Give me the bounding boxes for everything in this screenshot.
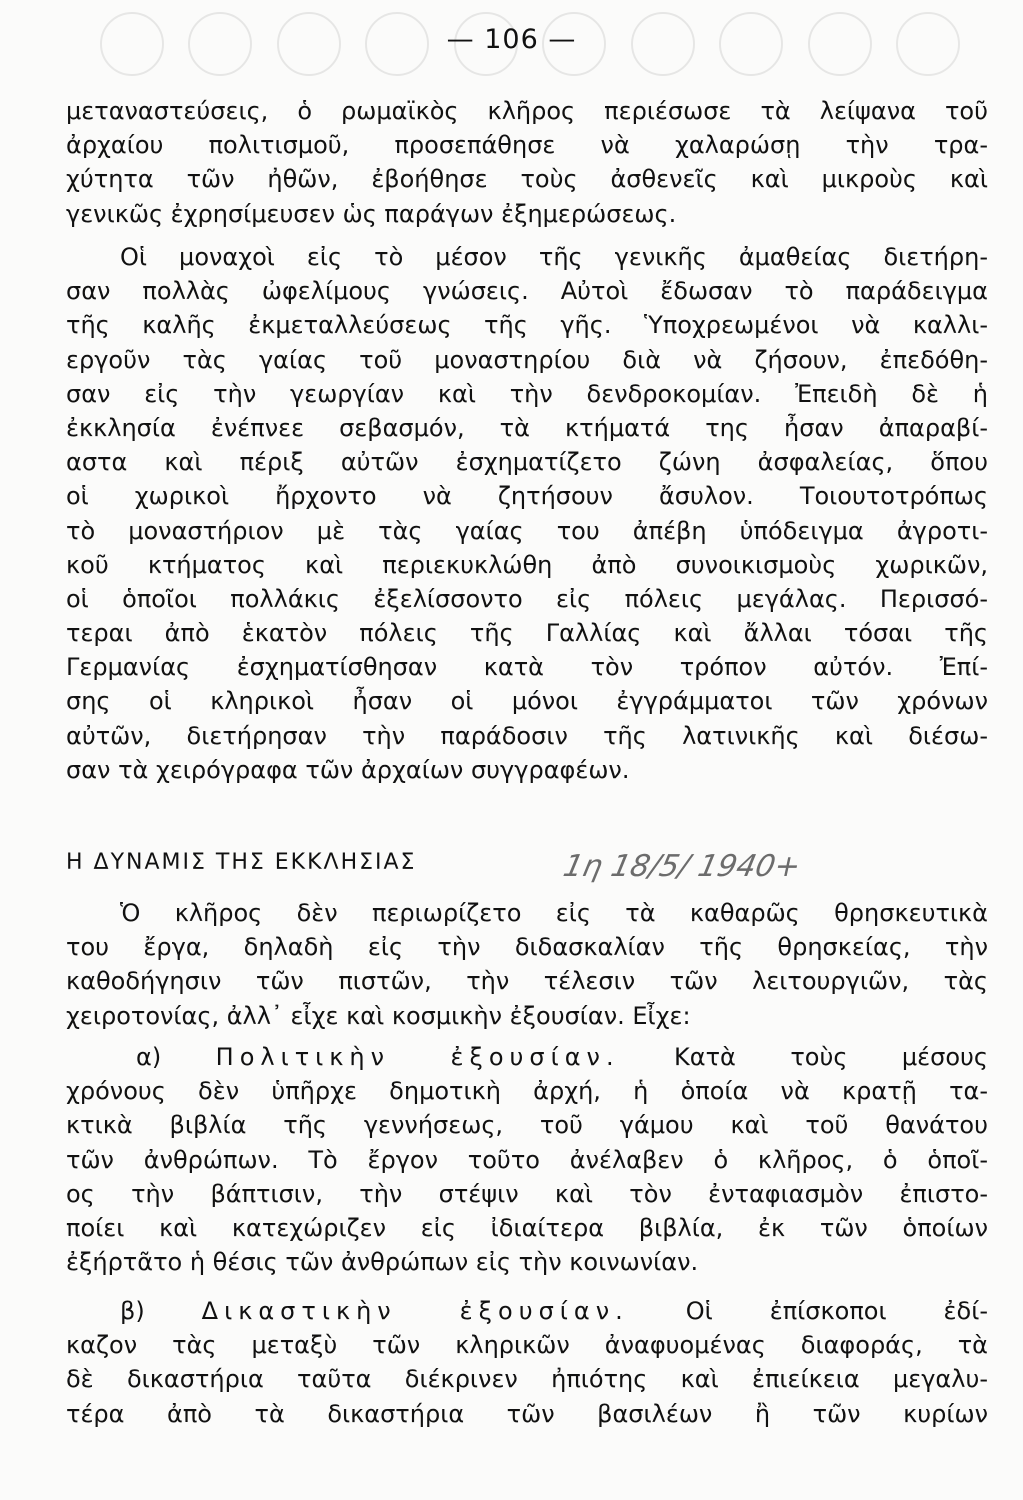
text-line: Οἱ μοναχοὶ εἰς τὸ μέσον τῆς γενικῆς ἀμαθείας διετήρη-: [120, 243, 988, 271]
text-line: καθοδήγησιν τῶν πιστῶν, τὴν τέλεσιν τῶν λειτουργιῶν, τὰς: [66, 967, 988, 996]
text-line: οἱ ὁποῖοι πολλάκις ἐξελίσσοντο εἰς πόλεις μεγάλας. Περισσό-: [66, 584, 988, 613]
text-line: του ἔργα, δηλαδὴ εἰς τὴν διδασκαλίαν τῆς θρησκείας, τὴν: [66, 933, 988, 962]
text-line: σαν εἰς τὴν γεωργίαν καὶ τὴν δενδροκομίαν. Ἐπειδὴ δὲ ἡ: [66, 379, 988, 408]
item-b-first-rest: Οἱ ἐπίσκοποι ἐδί-: [685, 1297, 988, 1325]
text-line: μεταναστεύσεις, ὁ ρωμαϊκὸς κλῆρος περιέσωσε τὰ λείψανα τοῦ: [66, 97, 988, 125]
item-b-first-line: [66, 1294, 988, 1328]
text-line: σαν πολλὰς ὠφελίμους γνώσεις. Αὐτοὶ ἔδωσαν τὸ παράδειγμα: [66, 277, 988, 306]
item-b-label: β): [120, 1297, 145, 1325]
text-line: τέρα ἀπὸ τὰ δικαστήρια τῶν βασιλέων ἢ τῶν κυρίων: [66, 1399, 988, 1428]
text-line: γενικῶς ἐχρησίμευσεν ὡς παράγων ἐξημερώσεως.: [66, 199, 677, 228]
text-line: δὲ δικαστήρια ταῦτα διέκρινεν ἠπιότης καὶ ἐπιείκεια μεγαλυ-: [66, 1365, 988, 1394]
text-line: χειροτονίας, ἀλλ᾿ εἶχε καὶ κοσμικὴν ἐξουσίαν. Εἶχε:: [66, 1001, 691, 1030]
text-line: τῆς καλῆς ἐκμεταλλεύσεως τῆς γῆς. Ὑποχρεωμένοι νὰ καλλι-: [66, 311, 988, 340]
section-heading: Η ΔΥΝΑΜΙΣ ΤΗΣ ΕΚΚΛΗΣΙΑΣ: [66, 850, 417, 875]
text-line: Ὁ κλῆρος δὲν περιωρίζετο εἰς τὰ καθαρῶς θρησκευτικὰ: [120, 899, 988, 927]
paragraph-2: [66, 240, 988, 787]
text-line: σαν τὰ χειρόγραφα τῶν ἀρχαίων συγγραφέων.: [66, 755, 630, 784]
text-line: κτικὰ βιβλία τῆς γεννήσεως, τοῦ γάμου καὶ τοῦ θανάτου: [66, 1111, 988, 1140]
text-line: κοῦ κτήματος καὶ περιεκυκλώθη ἀπὸ συνοικισμοὺς χωρικῶν,: [66, 550, 988, 579]
text-line: σης οἱ κληρικοὶ ἦσαν οἱ μόνοι ἐγγράμματοι τῶν χρόνων: [66, 687, 988, 716]
item-a-label: α): [136, 1043, 162, 1071]
text-line: χρόνους δὲν ὑπῆρχε δημοτικὴ ἀρχή, ἡ ὁποία νὰ κρατῇ τα-: [66, 1077, 988, 1106]
item-b-title: Δικαστικὴν ἐξουσίαν.: [201, 1297, 629, 1325]
text-line: ποίει καὶ κατεχώριζεν εἰς ἰδιαίτερα βιβλία, ἐκ τῶν ὁποίων: [66, 1213, 988, 1242]
paragraph-3: [66, 896, 988, 1033]
text-line: τεραι ἀπὸ ἑκατὸν πόλεις τῆς Γαλλίας καὶ ἄλλαι τόσαι τῆς: [66, 619, 988, 648]
section-heading-row: [66, 844, 988, 884]
item-b-judicial-power: [66, 1294, 988, 1431]
text-line: οἱ χωρικοὶ ἤρχοντο νὰ ζητήσουν ἄσυλον. Τοιουτοτρόπως: [66, 482, 988, 511]
item-a-first-line: [66, 1040, 988, 1074]
text-line: ἀρχαίου πολιτισμοῦ, προσεπάθησε νὰ χαλαρώσῃ τὴν τρα-: [66, 131, 988, 160]
paragraph-1: [66, 94, 988, 231]
text-line: ἐκκλησία ἐνέπνεε σεβασμόν, τὰ κτήματά της ἦσαν ἀπαραβί-: [66, 413, 988, 442]
text-line: ἐξήρτᾶτο ἡ θέσις τῶν ἀνθρώπων εἰς τὴν κοινωνίαν.: [66, 1248, 699, 1277]
text-line: χύτητα τῶν ἠθῶν, ἐβοήθησε τοὺς ἀσθενεῖς καὶ μικροὺς καὶ: [66, 165, 988, 194]
item-a-title: Πολιτικὴν ἐξουσίαν.: [215, 1043, 620, 1071]
text-line: καζον τὰς μεταξὺ τῶν κληρικῶν ἀναφυομένας διαφοράς, τὰ: [66, 1331, 988, 1360]
text-line: αστα καὶ πέριξ αὐτῶν ἐσχηματίζετο ζώνη ἀσφαλείας, ὅπου: [66, 448, 988, 477]
text-line: Γερμανίας ἐσχηματίσθησαν κατὰ τὸν τρόπον αὐτόν. Ἐπί-: [66, 653, 988, 682]
handwritten-annotation: [506, 838, 906, 890]
item-a-first-rest: Κατὰ τοὺς μέσους: [674, 1043, 988, 1071]
text-line: εργοῦν τὰς γαίας τοῦ μοναστηρίου διὰ νὰ ζήσουν, ἐπεδόθη-: [66, 345, 988, 374]
item-a-political-power: [66, 1040, 988, 1279]
handwritten-note-text: 1η 18/5/ 1940+: [560, 849, 804, 884]
text-line: αὐτῶν, διετήρησαν τὴν παράδοσιν τῆς λατινικῆς καὶ διέσω-: [66, 721, 988, 750]
text-line: τὸ μοναστήριον μὲ τὰς γαίας του ἀπέβη ὑπόδειγμα ἀγροτι-: [66, 516, 988, 545]
text-line: τῶν ἀνθρώπων. Τὸ ἔργον τοῦτο ἀνέλαβεν ὁ κλῆρος, ὁ ὁποῖ-: [66, 1145, 988, 1174]
page-number: — 106 —: [446, 24, 577, 55]
text-line: ος τὴν βάπτισιν, τὴν στέψιν καὶ τὸν ἐνταφιασμὸν ἐπιστο-: [66, 1179, 988, 1208]
